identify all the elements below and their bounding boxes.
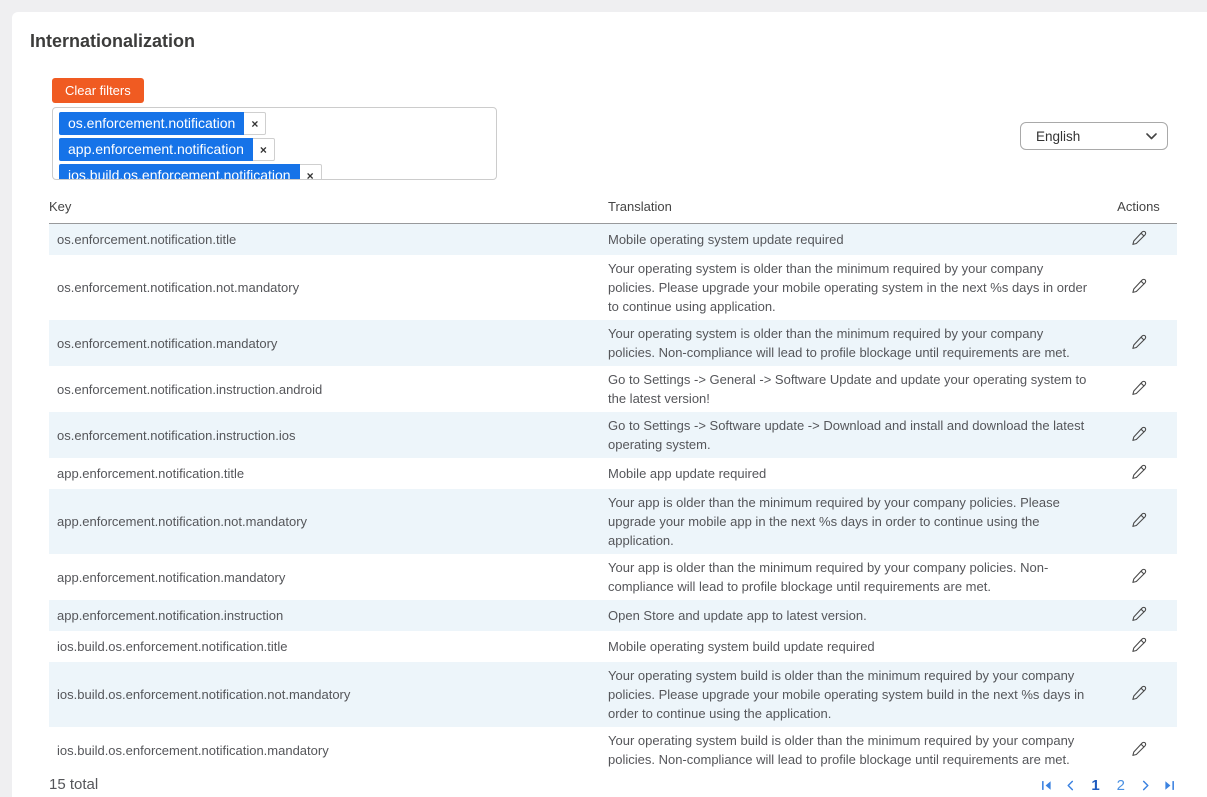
filter-tag-label: app.enforcement.notification bbox=[59, 138, 253, 161]
clear-filters-button[interactable]: Clear filters bbox=[52, 78, 144, 103]
chevron-down-icon bbox=[1146, 133, 1157, 140]
translation-value: Mobile operating system build update required bbox=[608, 639, 875, 654]
filter-tag-label: ios.build.os.enforcement.notification bbox=[59, 164, 300, 180]
edit-pencil-icon[interactable] bbox=[1129, 332, 1149, 352]
table-row bbox=[49, 727, 1177, 773]
translation-key: os.enforcement.notification.instruction.android bbox=[57, 381, 323, 397]
edit-pencil-icon[interactable] bbox=[1129, 462, 1149, 482]
translation-key: app.enforcement.notification.not.mandatory bbox=[57, 514, 308, 529]
edit-pencil-icon[interactable] bbox=[1129, 566, 1149, 586]
remove-tag-icon[interactable]: × bbox=[244, 112, 266, 135]
pagination bbox=[1041, 777, 1175, 794]
translation-key: app.enforcement.notification.instruction bbox=[57, 608, 284, 623]
translation-key: ios.build.os.enforcement.notification.mandatory bbox=[57, 742, 329, 758]
remove-tag-icon[interactable]: × bbox=[300, 164, 322, 180]
edit-pencil-icon[interactable] bbox=[1129, 276, 1149, 296]
translation-key: os.enforcement.notification.mandatory bbox=[57, 335, 278, 351]
table-row bbox=[49, 600, 1177, 631]
next-page-icon[interactable] bbox=[1140, 780, 1151, 791]
translation-value: Your app is older than the minimum required by your company policies. Non-compliance will lead to profile blockage until requirements are met. bbox=[608, 560, 1049, 594]
filter-tag bbox=[59, 164, 490, 180]
table-row bbox=[49, 631, 1177, 662]
translation-value: Mobile app update required bbox=[608, 466, 767, 481]
total-count-label: 15 total bbox=[49, 776, 99, 793]
column-header-key: Key bbox=[49, 193, 608, 224]
column-header-actions: Actions bbox=[1100, 193, 1177, 224]
edit-pencil-icon[interactable] bbox=[1129, 424, 1149, 444]
translation-value: Your app is older than the minimum required by your company policies. Please upgrade your mobile app in the next %s days in order to continue using the application. bbox=[608, 495, 1060, 548]
table-row bbox=[49, 412, 1177, 458]
language-select[interactable] bbox=[1020, 122, 1168, 150]
edit-pencil-icon[interactable] bbox=[1129, 683, 1149, 703]
remove-tag-icon[interactable]: × bbox=[253, 138, 275, 161]
filter-tag bbox=[59, 138, 490, 161]
translation-key: app.enforcement.notification.title bbox=[57, 466, 245, 481]
edit-pencil-icon[interactable] bbox=[1129, 228, 1149, 248]
translation-key: ios.build.os.enforcement.notification.not.mandatory bbox=[57, 687, 351, 702]
table-row bbox=[49, 224, 1177, 256]
translation-value: Go to Settings -> General -> Software Update and update your operating system to the latest version! bbox=[608, 372, 1087, 406]
table-row bbox=[49, 458, 1177, 489]
table-row bbox=[49, 366, 1177, 412]
page-number-2[interactable]: 2 bbox=[1116, 777, 1125, 794]
filter-tag-label: os.enforcement.notification bbox=[59, 112, 244, 135]
edit-pencil-icon[interactable] bbox=[1129, 635, 1149, 655]
table-header-row bbox=[49, 193, 1177, 224]
last-page-icon[interactable] bbox=[1164, 780, 1175, 791]
translation-value: Your operating system build is older than the minimum required by your company policies. Please upgrade your mobile operating system build in the next %s days in order to continue using the application. bbox=[608, 668, 1085, 721]
edit-pencil-icon[interactable] bbox=[1129, 604, 1149, 624]
translation-value: Your operating system build is older than the minimum required by your company policies. Non-compliance will lead to profile blockage until requirements are met. bbox=[608, 733, 1075, 767]
translation-key: os.enforcement.notification.not.mandatory bbox=[57, 280, 300, 295]
translations-table bbox=[49, 193, 1177, 773]
table-row bbox=[49, 662, 1177, 727]
edit-pencil-icon[interactable] bbox=[1129, 510, 1149, 530]
edit-pencil-icon[interactable] bbox=[1129, 378, 1149, 398]
column-header-translation: Translation bbox=[608, 193, 1100, 224]
translation-key: os.enforcement.notification.instruction.ios bbox=[57, 427, 296, 443]
table-row bbox=[49, 255, 1177, 320]
page-title: Internationalization bbox=[30, 31, 196, 51]
previous-page-icon[interactable] bbox=[1065, 780, 1076, 791]
internationalization-panel bbox=[12, 12, 1207, 797]
table-row bbox=[49, 554, 1177, 600]
translation-value: Mobile operating system update required bbox=[608, 232, 844, 247]
translation-value: Your operating system is older than the minimum required by your company policies. Non-compliance will lead to profile blockage until requirements are met. bbox=[608, 326, 1070, 360]
translation-key: ios.build.os.enforcement.notification.title bbox=[57, 639, 288, 654]
translation-value: Open Store and update app to latest version. bbox=[608, 608, 867, 623]
first-page-icon[interactable] bbox=[1041, 780, 1052, 791]
translation-key: app.enforcement.notification.mandatory bbox=[57, 569, 286, 585]
translation-key: os.enforcement.notification.title bbox=[57, 232, 237, 247]
table-row bbox=[49, 489, 1177, 554]
filter-tag bbox=[59, 112, 490, 135]
edit-pencil-icon[interactable] bbox=[1129, 739, 1149, 759]
page-number-1[interactable]: 1 bbox=[1091, 777, 1100, 794]
language-select-value: English bbox=[1036, 128, 1081, 144]
key-filter-multiselect[interactable] bbox=[52, 107, 497, 180]
translation-value: Go to Settings -> Software update -> Download and install and download the latest operating system. bbox=[608, 418, 1085, 452]
translation-value: Your operating system is older than the minimum required by your company policies. Please upgrade your mobile operating system in the next %s days in order to continue using application. bbox=[608, 261, 1088, 314]
table-row bbox=[49, 320, 1177, 366]
